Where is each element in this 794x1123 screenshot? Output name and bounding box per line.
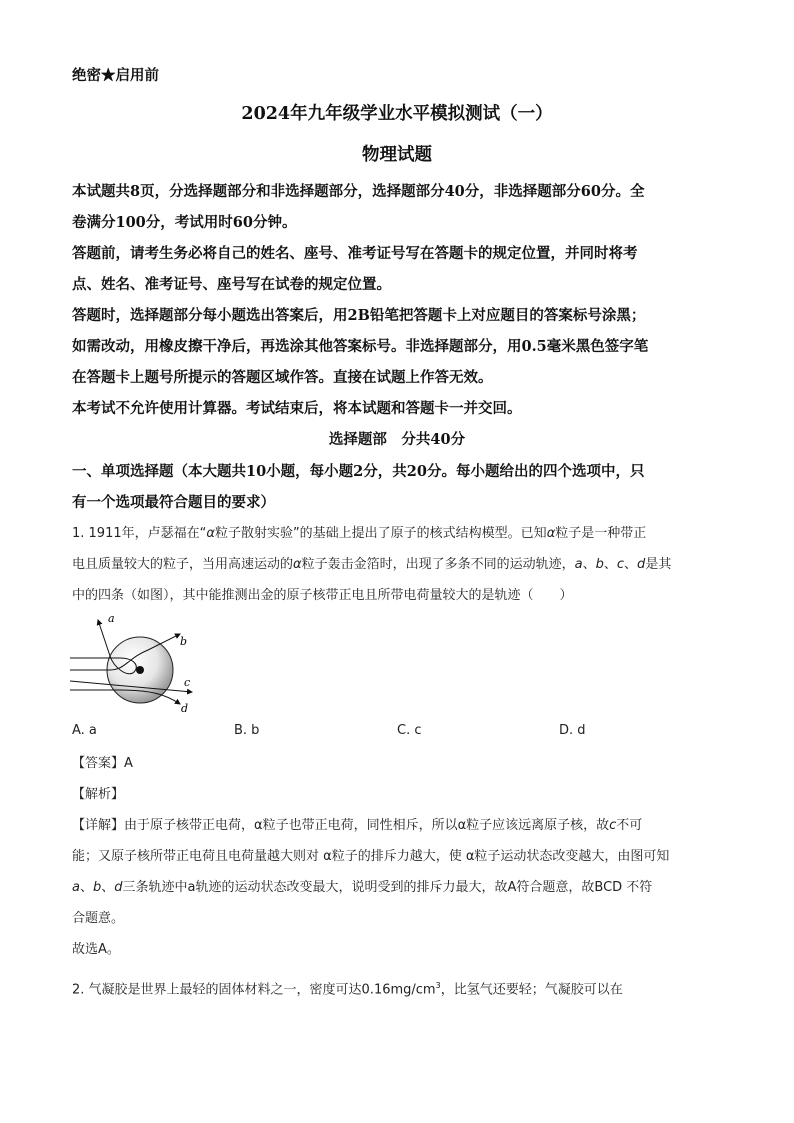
answer-line xyxy=(72,754,133,774)
alpha-symbol: α xyxy=(546,526,556,541)
instruction-line: 卷满分100分，考试用时60分钟。 xyxy=(72,214,297,231)
q2-stem: 2. 气凝胶是世界上最轻的固体材料之一，密度可达$0.16mg/cm^3$，比氢气还要轻；气凝胶可以在 xyxy=(72,981,623,998)
answer-tag: 【答案】 xyxy=(72,756,125,771)
option-b: B. b xyxy=(234,723,260,738)
instruction-line: 答题时，选择题部分每小题选出答案后，用2B铅笔把答题卡上对应题目的答案标号涂黑； xyxy=(72,307,646,324)
exam-subject: 物理试题 xyxy=(362,145,432,165)
q1-stem-line1: 1. 1911年，卢瑟福在“α粒子散射实验”的基础上提出了原子的核式结构模型。已知α粒子是一种带正 xyxy=(72,526,647,541)
instruction-line: 点、姓名、准考证号、座号写在试卷的规定位置。 xyxy=(72,276,391,293)
instruction-line: 在答题卡上题号所提示的答题区域作答。直接在试题上作答无效。 xyxy=(72,369,493,386)
alpha-symbol: α xyxy=(293,557,302,572)
confidential-label: 绝密★启用前 xyxy=(72,67,159,84)
label-c: c xyxy=(184,676,191,689)
q1-stem-line2: 电且质量较大的粒子，当用高速运动的α粒子轰击金箔时，出现了多条不同的运动轨迹，a、b、c、d是其 xyxy=(72,557,672,572)
detail-line3: a、b、d三条轨迹中a轨迹的运动状态改变最大，说明受到的排斥力最大，故A符合题意，故BCD 不符 xyxy=(72,880,653,895)
detail-line4: 合题意。 xyxy=(72,911,125,926)
alpha-scattering-figure xyxy=(70,612,210,714)
answer-value: A xyxy=(124,756,133,771)
detail-line1: 【详解】由于原子核带正电荷，α粒子也带正电荷，同性相斥，所以α粒子应该远离原子核，故c不可 xyxy=(72,818,643,833)
exam-title: 2024年九年级学业水平模拟测试（一） xyxy=(241,104,553,124)
analysis-tag: 【解析】 xyxy=(72,787,125,802)
option-c: C. c xyxy=(397,723,422,738)
alpha-symbol: α xyxy=(206,526,215,541)
option-d: D. d xyxy=(559,723,586,738)
part-heading-line1: 一、单项选择题（本大题共10小题，每小题2分，共20分。每小题给出的四个选项中，只 xyxy=(72,463,645,480)
instruction-line: 本试题共8页，分选择题部分和非选择题部分，选择题部分40分，非选择题部分60分。全 xyxy=(72,183,645,200)
instruction-line: 答题前，请考生务必将自己的姓名、座号、准考证号写在答题卡的规定位置，并同时将考 xyxy=(72,245,638,262)
detail-line2: 能；又原子核所带正电荷且电荷量越大则对 α粒子的排斥力越大，使 α粒子运动状态改变越大，由图可知 xyxy=(72,849,670,864)
nucleus xyxy=(136,666,144,674)
label-b: b xyxy=(180,635,188,648)
conclusion: 故选A。 xyxy=(72,942,120,957)
q1-stem-line3: 中的四条（如图），其中能推测出金的原子核带正电且所带电荷量较大的是轨迹（ ） xyxy=(72,588,573,603)
part-heading-line2: 有一个选项最符合题目的要求） xyxy=(72,494,275,511)
instruction-line: 如需改动，用橡皮擦干净后，再选涂其他答案标号。非选择题部分，用0.5毫米黑色签字笔 xyxy=(72,338,649,355)
label-a: a xyxy=(108,612,115,625)
section-heading: 选择题部 分共40分 xyxy=(328,431,466,448)
option-a: A. a xyxy=(72,723,97,738)
instruction-line: 本考试不允许使用计算器。考试结束后，将本试题和答题卡一并交回。 xyxy=(72,400,522,417)
label-d: d xyxy=(181,702,189,714)
